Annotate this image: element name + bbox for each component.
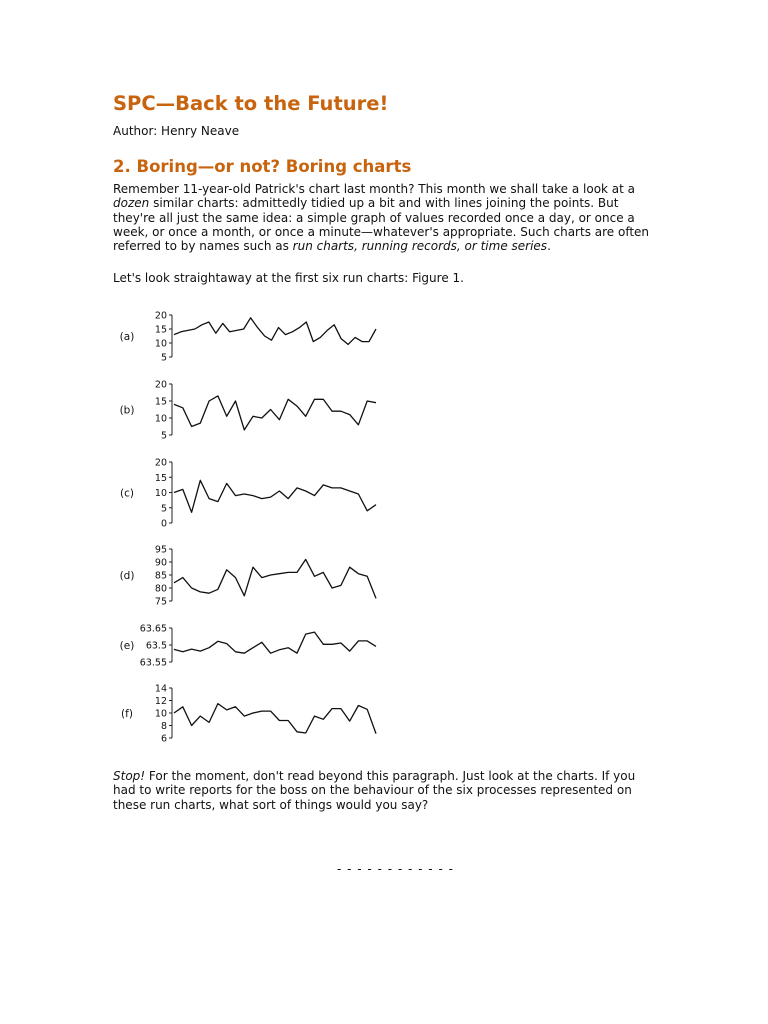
- intro-text-2: similar charts: admittedly tidied up a bit and with lines joining the points. But they're all just the same idea: a simple graph of values recorded once a day, or once a week, or once a month, or once a minute—whatever's appropriate. Such charts are often referred to by names such as: [113, 196, 650, 254]
- run-chart-e: [120, 624, 376, 669]
- y-tick-label: 6: [160, 733, 167, 745]
- data-series-line: [174, 480, 376, 512]
- y-tick-label: 15: [154, 324, 167, 336]
- y-tick-label: 10: [154, 708, 167, 720]
- y-tick-label: 90: [154, 557, 167, 569]
- intro-emphasis-names: run charts, running records, or time series: [292, 239, 548, 254]
- chart-label: (d): [119, 570, 135, 582]
- y-tick-label: 10: [154, 488, 167, 499]
- section-separator: - - - - - - - - - - - -: [337, 862, 454, 876]
- data-series-line: [174, 704, 376, 734]
- data-series-line: [174, 632, 376, 653]
- data-series-line: [174, 396, 376, 430]
- section-title: 2. Boring—or not? Boring charts: [113, 157, 412, 176]
- run-chart-f: [121, 684, 376, 745]
- y-tick-label: 75: [154, 596, 167, 608]
- y-tick-label: 20: [154, 310, 167, 322]
- y-tick-label: 15: [154, 472, 167, 484]
- intro-text-3: .: [547, 239, 551, 254]
- y-tick-label: 63.5: [145, 640, 167, 652]
- y-tick-label: 10: [154, 338, 167, 350]
- stop-emphasis: Stop!: [113, 769, 146, 783]
- intro-text-1: Remember 11-year-old Patrick's chart last month? This month we shall take a look at a: [113, 182, 636, 196]
- chart-label: (f): [121, 708, 133, 720]
- chart-label: (e): [119, 640, 135, 652]
- figure-intro-paragraph: Let's look straightaway at the first six run charts: Figure 1.: [113, 271, 464, 285]
- author-line: Author: Henry Neave: [113, 124, 240, 138]
- chart-label: (c): [120, 487, 134, 500]
- run-chart-d: [120, 545, 376, 608]
- page-title: SPC—Back to the Future!: [113, 92, 389, 115]
- chart-label: (a): [119, 331, 135, 343]
- y-tick-label: 5: [160, 430, 167, 442]
- y-tick-label: 14: [154, 683, 167, 695]
- data-series-line: [174, 318, 376, 345]
- y-tick-label: 12: [154, 696, 167, 707]
- y-tick-label: 85: [154, 570, 167, 582]
- stop-text: For the moment, don't read beyond this paragraph. Just look at the charts. If you had to write reports for the boss on the behaviour of the six processes represented on these run charts, what sort of things would you say?: [113, 769, 636, 812]
- y-tick-label: 15: [154, 396, 167, 408]
- y-tick-label: 80: [154, 583, 167, 595]
- run-chart-b: [120, 380, 376, 442]
- y-tick-label: 20: [154, 379, 167, 391]
- y-tick-label: 5: [160, 352, 167, 364]
- y-tick-label: 63.55: [139, 657, 167, 669]
- y-tick-label: 63.65: [139, 623, 167, 635]
- data-series-line: [174, 559, 376, 598]
- y-tick-label: 95: [154, 544, 167, 556]
- y-tick-label: 10: [154, 413, 167, 425]
- intro-emphasis-dozen: dozen: [113, 196, 150, 211]
- y-tick-label: 20: [154, 457, 167, 469]
- y-tick-label: 8: [160, 721, 167, 732]
- y-tick-label: 0: [160, 518, 167, 530]
- run-chart-c: [120, 458, 376, 530]
- y-tick-label: 5: [160, 503, 167, 515]
- run-chart-a: [120, 311, 376, 364]
- chart-label: (b): [119, 404, 135, 417]
